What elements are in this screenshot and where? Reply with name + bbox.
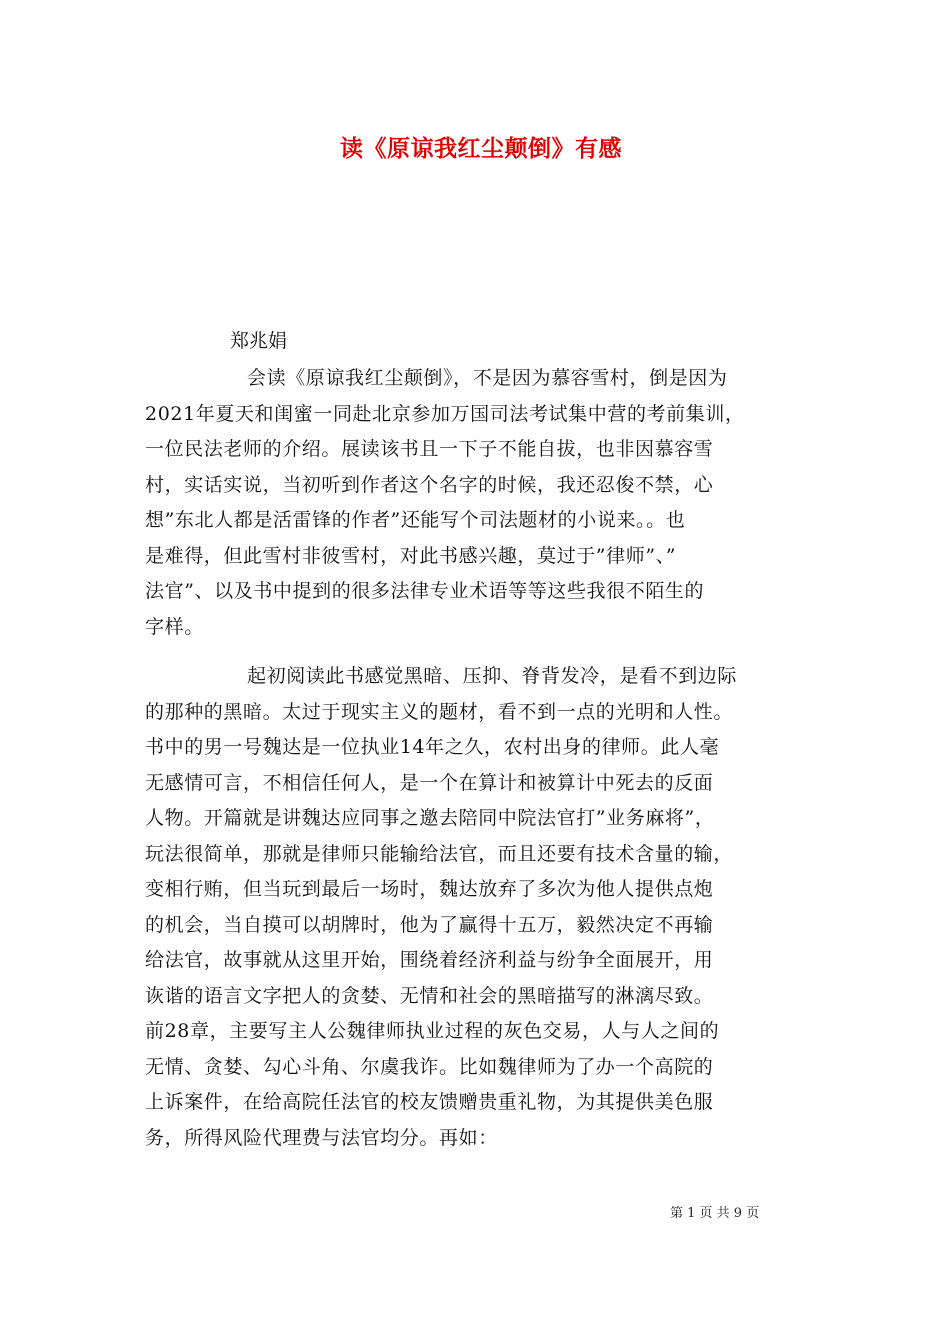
text-line: 给法官，故事就从这里开始，围绕着经济利益与纷争全面展开，用	[145, 949, 714, 971]
text-line: 变相行贿，但当玩到最后一场时，魏达放弃了多次为他人提供点炮	[145, 878, 714, 900]
text-line: 上诉案件，在给高院任法官的校友馈赠贵重礼物，为其提供美色服	[145, 1091, 714, 1113]
text-line: 玩法很简单，那就是律师只能输给法官，而且还要有技术含量的输，	[145, 842, 734, 865]
author-name: 郑兆娟	[230, 330, 288, 352]
text-line: 村，实话实说，当初听到作者这个名字的时候，我还忍俊不禁，心	[145, 473, 714, 496]
text-line: 的那种的黑暗。太过于现实主义的题材，看不到一点的光明和人性。	[145, 700, 734, 723]
text-line: 无情、贪婪、勾心斗角、尔虞我诈。比如魏律师为了办一个高院的	[145, 1055, 714, 1078]
text-line: 会读《原谅我红尘颠倒》，不是因为慕容雪村，倒是因为	[247, 367, 728, 389]
text-line: 一位民法老师的介绍。展读该书且一下子不能自拔，也非因慕容雪	[145, 438, 714, 460]
text-line: 书中的男一号魏达是一位执业14年之久，农村出身的律师。此人毫	[145, 736, 720, 758]
text-line: 字样。	[145, 615, 204, 638]
text-line: 无感情可言，不相信任何人，是一个在算计和被算计中死去的反面	[145, 771, 714, 794]
document-title: 读《原谅我红尘颠倒》有感	[340, 135, 622, 162]
text-line: 务，所得风险代理费与法官均分。再如：	[145, 1126, 498, 1149]
page-number-footer: 第 1 页 共 9 页	[670, 1206, 760, 1221]
text-line: 前28章，主要写主人公魏律师执业过程的灰色交易，人与人之间的	[145, 1020, 720, 1042]
text-line: 是难得，但此雪村非彼雪村，对此书感兴趣，莫过于”律师”、”	[145, 544, 677, 567]
text-line: 想”东北人都是活雷锋的作者”还能写个司法题材的小说来。。也	[145, 509, 686, 531]
text-line: 起初阅读此书感觉黑暗、压抑、脊背发冷，是看不到边际	[247, 665, 738, 687]
text-line: 人物。开篇就是讲魏达应同事之邀去陪同中院法官打”业务麻将”，	[145, 807, 715, 829]
text-line: 2021年夏天和闺蜜一同赴北京参加万国司法考试集中营的考前集训，	[145, 402, 745, 425]
text-line: 诙谐的语言文字把人的贪婪、无情和社会的黑暗描写的淋漓尽致。	[145, 984, 714, 1007]
body-text	[145, 361, 825, 1156]
text-line: 法官”、以及书中提到的很多法律专业术语等等这些我很不陌生的	[145, 580, 705, 602]
text-line: 的机会，当自摸可以胡牌时，他为了赢得十五万，毅然决定不再输	[145, 913, 714, 936]
